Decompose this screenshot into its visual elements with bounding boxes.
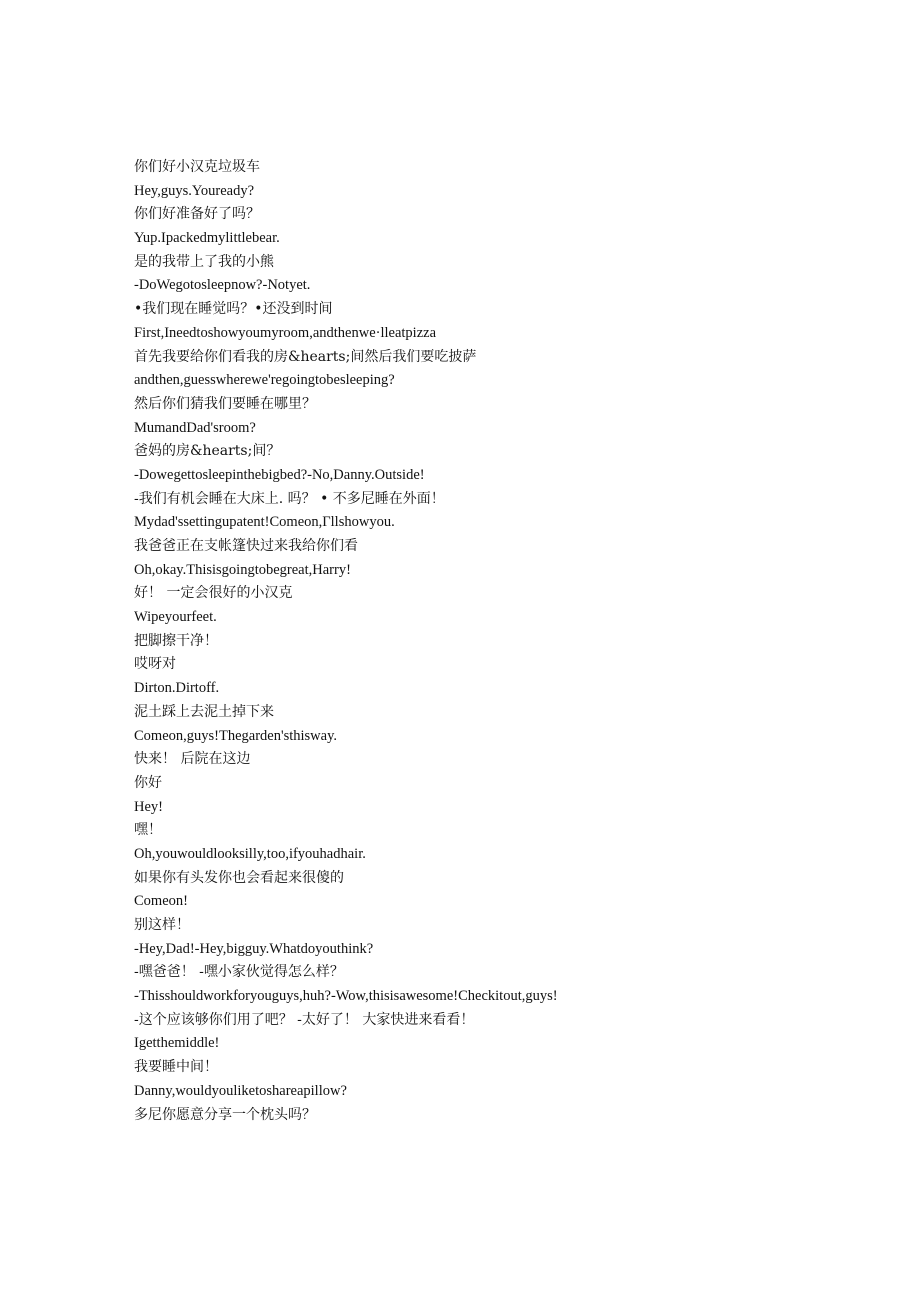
transcript-line-chinese: 然后你们猜我们要睡在哪里？ <box>134 395 316 412</box>
transcript-body <box>134 156 854 1127</box>
transcript-line-english: -Dowegettosleepinthebigbed?-No,Danny.Outside! <box>134 466 425 483</box>
transcript-line-english: Oh,okay.Thisisgoingtobegreat,Harry! <box>134 561 351 578</box>
transcript-line-chinese: -嘿爸爸！ -嘿小家伙觉得怎么样？ <box>134 964 344 981</box>
transcript-line-english: andthen,guesswherewe'regoingtobesleeping? <box>134 372 395 389</box>
transcript-line-chinese: 嘿！ <box>134 822 162 839</box>
transcript-line-english: First,Ineedtoshowyoumyroom,andthenwe·lleatpizza <box>134 324 437 341</box>
transcript-line-chinese: 好！ 一定会很好的小汉克 <box>134 585 293 602</box>
transcript-line-english: Danny,wouldyouliketoshareapillow? <box>134 1082 347 1099</box>
transcript-line-english: Oh,youwouldlooksilly,too,ifyouhadhair. <box>134 845 366 862</box>
transcript-line-chinese: 泥土踩上去泥土掉下来 <box>134 703 274 720</box>
transcript-line-english: Mydad'ssettingupatent!Comeon,Γllshowyou. <box>134 514 395 531</box>
transcript-line-english: MumandDad'sroom? <box>134 419 256 436</box>
transcript-line-chinese: 如果你有头发你也会看起来很傻的 <box>134 869 344 886</box>
transcript-line-chinese: -我们有机会睡在大床上. 吗？ • 不多尼睡在外面！ <box>134 490 445 507</box>
transcript-line-chinese: 我要睡中间！ <box>134 1059 218 1076</box>
transcript-line-english: Dirton.Dirtoff. <box>134 680 220 697</box>
transcript-line-chinese: 你们好小汉克垃圾车 <box>134 159 260 175</box>
transcript-line-english: Comeon,guys!Thegarden'sthisway. <box>134 727 338 744</box>
transcript-line-english: Yup.Ipackedmylittlebear. <box>134 230 280 247</box>
transcript-line-chinese: 爸妈的房&hearts;间？ <box>134 443 281 460</box>
transcript-line-english: -Hey,Dad!-Hey,bigguy.Whatdoyouthink? <box>134 940 374 957</box>
transcript-line-english: Comeon! <box>134 893 188 910</box>
transcript-line-english: Wipeyourfeet. <box>134 609 217 626</box>
transcript-line-chinese: 快来！ 后院在这边 <box>134 751 251 768</box>
transcript-line-chinese: 我爸爸正在支帐篷快过来我给你们看 <box>134 538 358 554</box>
transcript-line-chinese: 是的我带上了我的小熊 <box>134 253 274 270</box>
transcript-line-chinese: •我们现在睡觉吗？•还没到时间 <box>134 301 333 318</box>
transcript-line-chinese: 你好 <box>134 774 162 791</box>
transcript-line-english: Hey! <box>134 798 163 815</box>
transcript-line-chinese: -这个应该够你们用了吧？ -太好了！ 大家快进来看看！ <box>134 1011 475 1028</box>
transcript-line-chinese: 多尼你愿意分享一个枕头吗？ <box>134 1106 316 1123</box>
transcript-line-english: Igetthemiddle! <box>134 1035 220 1052</box>
transcript-line-english: -Thisshouldworkforyouguys,huh?-Wow,thisisawesome!Checkitout,guys! <box>134 988 558 1005</box>
transcript-line-chinese: 首先我要给你们看我的房&hearts;间然后我们要吃披萨 <box>134 348 477 365</box>
transcript-line-chinese: 哎呀对 <box>134 656 176 673</box>
transcript-line-chinese: 别这样！ <box>134 917 190 933</box>
transcript-line-english: -DoWegotosleepnow?-Notyet. <box>134 277 311 294</box>
transcript-line-chinese: 把脚擦干净！ <box>134 632 218 649</box>
transcript-line-chinese: 你们好准备好了吗？ <box>134 206 260 223</box>
transcript-line-english: Hey,guys.Youready? <box>134 182 255 199</box>
